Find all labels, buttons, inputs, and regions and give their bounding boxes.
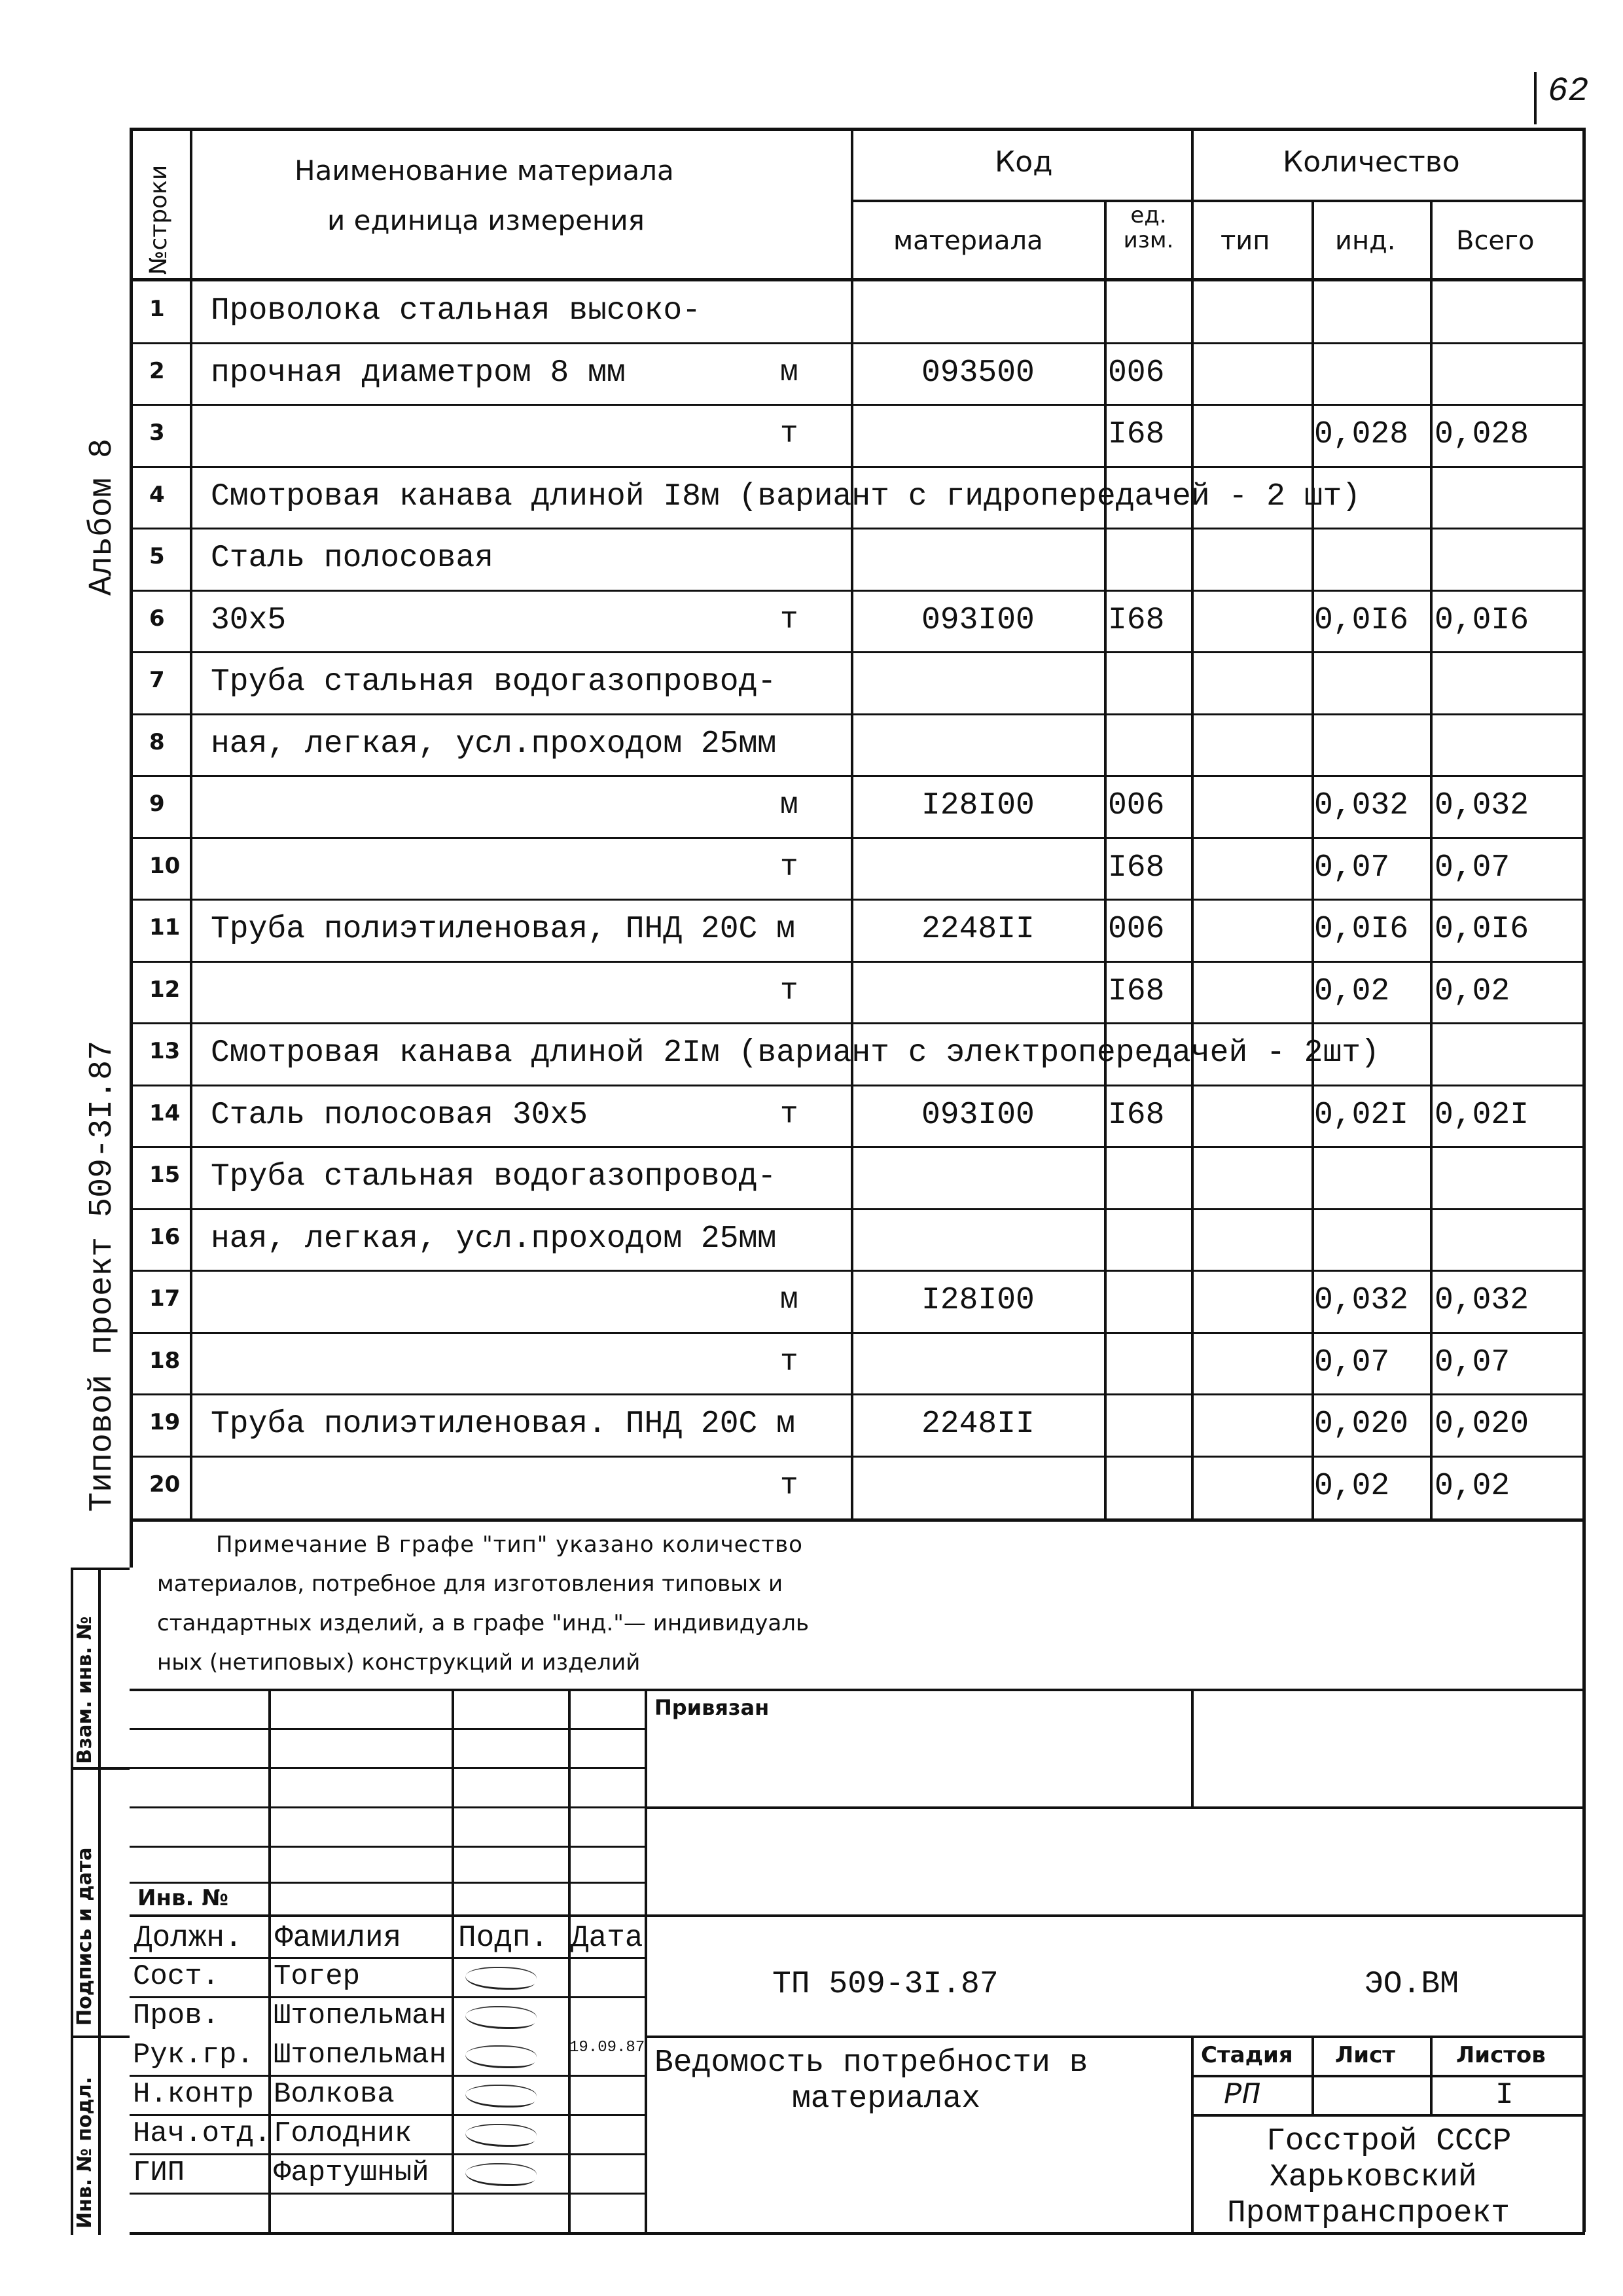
row-name: Труба полиэтиленовая, ПНД 20С м: [211, 912, 795, 947]
stage-label: Стадия: [1201, 2042, 1293, 2068]
row-unit: м: [780, 355, 798, 389]
signer-role: Пров.: [133, 2000, 220, 2032]
signer-name: Тогер: [274, 1960, 361, 1993]
signer-role: Рук.гр.: [133, 2039, 254, 2072]
side-album: Альбом 8: [84, 438, 121, 596]
row-unit: т: [780, 1468, 798, 1503]
row-unit: м: [780, 1283, 798, 1317]
row-number: 19: [149, 1409, 181, 1435]
signer-name: Волкова: [274, 2078, 395, 2111]
row-qty-ind: 0,07: [1314, 850, 1390, 886]
header-code: Код: [995, 145, 1053, 179]
signer-date: 19.09.87: [569, 2039, 645, 2056]
note-line4: ных (нетиповых) конструкций и изделий: [157, 1649, 641, 1676]
row-qty-ind: 0,07: [1314, 1344, 1390, 1380]
row-name: Проволока стальная высоко-: [211, 293, 701, 329]
row-name: Сталь полосовая: [211, 541, 494, 576]
header-code-material: материала: [893, 226, 1043, 256]
signer-name: Голодник: [274, 2117, 412, 2150]
org-line3: Промтранспроект: [1227, 2196, 1510, 2231]
side-podpis-data: Подпись и дата: [73, 1847, 96, 2026]
row-number: 7: [149, 667, 165, 693]
row-name: Труба стальная водогазопровод-: [211, 664, 777, 700]
row-qty-total: 0,020: [1435, 1407, 1529, 1442]
row-number: 5: [149, 543, 165, 569]
row-qty-total: 0,07: [1435, 850, 1510, 886]
row-number: 13: [149, 1038, 181, 1064]
header-qty-total: Всего: [1456, 226, 1535, 256]
row-number: 6: [149, 605, 165, 632]
row-material-code: 093I00: [921, 1097, 1035, 1133]
row-qty-ind: 0,02: [1314, 1468, 1390, 1504]
signature-mark: [461, 2124, 541, 2147]
row-unit: т: [780, 1344, 798, 1379]
signer-name: Штопельман: [274, 2039, 447, 2072]
row-name: прочная диаметром 8 мм: [211, 355, 626, 391]
row-qty-total: 0,02: [1435, 1468, 1510, 1504]
row-unit-code: 006: [1108, 788, 1165, 823]
row-unit-code: I68: [1108, 1097, 1165, 1133]
row-qty-total: 0,032: [1435, 788, 1529, 823]
row-qty-total: 0,02I: [1435, 1097, 1529, 1133]
header-qty: Количество: [1283, 145, 1460, 179]
row-name: ная, легкая, усл.проходом 25мм: [211, 1221, 777, 1257]
header-podp: Подп.: [458, 1921, 549, 1955]
row-qty-ind: 0,0I6: [1314, 602, 1409, 638]
sheets-value: I: [1495, 2078, 1514, 2112]
row-number: 1: [149, 296, 165, 322]
signature-mark: [461, 2045, 541, 2068]
row-unit: м: [780, 788, 798, 822]
header-name-line2: и единица измерения: [327, 204, 645, 236]
row-material-code: I28I00: [921, 1283, 1035, 1318]
row-number: 12: [149, 976, 181, 1003]
sheet-label: Лист: [1335, 2042, 1395, 2068]
row-material-code: 2248II: [921, 1407, 1035, 1442]
header-row-number: №строки: [145, 164, 172, 275]
row-number: 8: [149, 728, 165, 755]
side-vzam-inv: Взам. инв. №: [73, 1616, 96, 1764]
stage-value: РП: [1224, 2078, 1260, 2112]
row-qty-total: 0,02: [1435, 973, 1510, 1009]
signer-role: ГИП: [133, 2157, 185, 2189]
row-material-code: 093500: [921, 355, 1035, 391]
row-qty-ind: 0,032: [1314, 1283, 1409, 1318]
row-number: 9: [149, 791, 165, 817]
row-qty-total: 0,028: [1435, 417, 1529, 452]
row-number: 3: [149, 420, 165, 446]
row-name: ная, легкая, усл.проходом 25мм: [211, 726, 777, 762]
row-number: 20: [149, 1471, 181, 1498]
signature-mark: [461, 2163, 541, 2186]
row-name: Труба полиэтиленовая. ПНД 20С м: [211, 1407, 795, 1442]
row-name: Сталь полосовая 30х5: [211, 1097, 588, 1133]
sheets-label: Листов: [1456, 2042, 1546, 2068]
row-unit-code: 006: [1108, 912, 1165, 947]
page-number: 62: [1548, 72, 1589, 111]
note-line2: материалов, потребное для изготовления типовых и: [157, 1571, 783, 1597]
signer-name: Фартушный: [274, 2157, 429, 2189]
header-name-line1: Наименование материала: [294, 154, 674, 187]
row-unit: т: [780, 602, 798, 637]
row-unit-code: I68: [1108, 973, 1165, 1009]
signer-name: Штопельман: [274, 2000, 447, 2032]
doc-code: ТП 509-3I.87: [772, 1967, 999, 2002]
row-unit: т: [780, 1097, 798, 1132]
side-project: Типовой проект 509-3I.87: [84, 1040, 121, 1512]
row-qty-ind: 0,032: [1314, 788, 1409, 823]
row-material-code: I28I00: [921, 788, 1035, 823]
row-qty-total: 0,0I6: [1435, 912, 1529, 947]
signer-role: Н.контр: [133, 2078, 254, 2111]
org-line2: Харьковский: [1270, 2160, 1477, 2195]
inv-no-label: Инв. №: [137, 1885, 229, 1911]
row-number: 2: [149, 357, 165, 384]
row-number: 16: [149, 1223, 181, 1250]
row-material-code: 093I00: [921, 602, 1035, 638]
row-number: 11: [149, 914, 181, 941]
header-data: Дата: [571, 1921, 643, 1955]
signer-role: Сост.: [133, 1960, 220, 1993]
row-unit: т: [780, 417, 798, 451]
row-number: 4: [149, 481, 165, 508]
header-dolzhn: Должн.: [134, 1921, 243, 1955]
header-familiya: Фамилия: [275, 1921, 402, 1955]
row-name: Смотровая канава длиной I8м (вариант с гидропередачей - 2 шт): [211, 478, 1361, 514]
row-name: Труба стальная водогазопровод-: [211, 1159, 777, 1194]
row-qty-ind: 0,0I6: [1314, 912, 1409, 947]
org-line1: Госстрой СССР: [1266, 2124, 1512, 2159]
side-inv-podl: Инв. № подл.: [73, 2076, 96, 2229]
row-number: 14: [149, 1100, 181, 1126]
row-number: 17: [149, 1285, 181, 1312]
row-unit-code: 006: [1108, 355, 1165, 391]
signature-mark: [461, 2085, 541, 2108]
row-unit-code: I68: [1108, 602, 1165, 638]
row-material-code: 2248II: [921, 912, 1035, 947]
signature-mark: [461, 1967, 541, 1990]
signer-role: Нач.отд.: [133, 2117, 272, 2150]
row-qty-total: 0,032: [1435, 1283, 1529, 1318]
doc-title-line2: материалах: [792, 2081, 981, 2117]
signature-mark: [461, 2006, 541, 2029]
privyazan-label: Привязан: [654, 1695, 770, 1720]
row-qty-ind: 0,02I: [1314, 1097, 1409, 1133]
row-unit: т: [780, 850, 798, 884]
row-qty-ind: 0,020: [1314, 1407, 1409, 1442]
row-unit: т: [780, 973, 798, 1008]
note-line3: стандартных изделий, а в графе "инд."— индивидуаль: [157, 1610, 810, 1636]
row-qty-ind: 0,02: [1314, 973, 1390, 1009]
row-number: 15: [149, 1162, 181, 1188]
row-qty-ind: 0,028: [1314, 417, 1409, 452]
note-line1: Примечание В графе "тип" указано количество: [216, 1532, 803, 1558]
row-unit-code: I68: [1108, 850, 1165, 886]
row-name: 30х5: [211, 602, 287, 638]
doc-title-line1: Ведомость потребности в: [654, 2045, 1088, 2081]
row-qty-total: 0,0I6: [1435, 602, 1529, 638]
header-code-unit: ед. изм.: [1123, 202, 1174, 253]
row-unit-code: I68: [1108, 417, 1165, 452]
row-number: 10: [149, 852, 181, 879]
header-qty-type: тип: [1221, 226, 1270, 256]
doc-mark: ЭО.ВМ: [1364, 1967, 1459, 2002]
header-qty-ind: инд.: [1335, 226, 1396, 256]
row-qty-total: 0,07: [1435, 1344, 1510, 1380]
row-number: 18: [149, 1347, 181, 1374]
row-name: Смотровая канава длиной 2Iм (вариант с электропередачей - 2шт): [211, 1035, 1380, 1071]
